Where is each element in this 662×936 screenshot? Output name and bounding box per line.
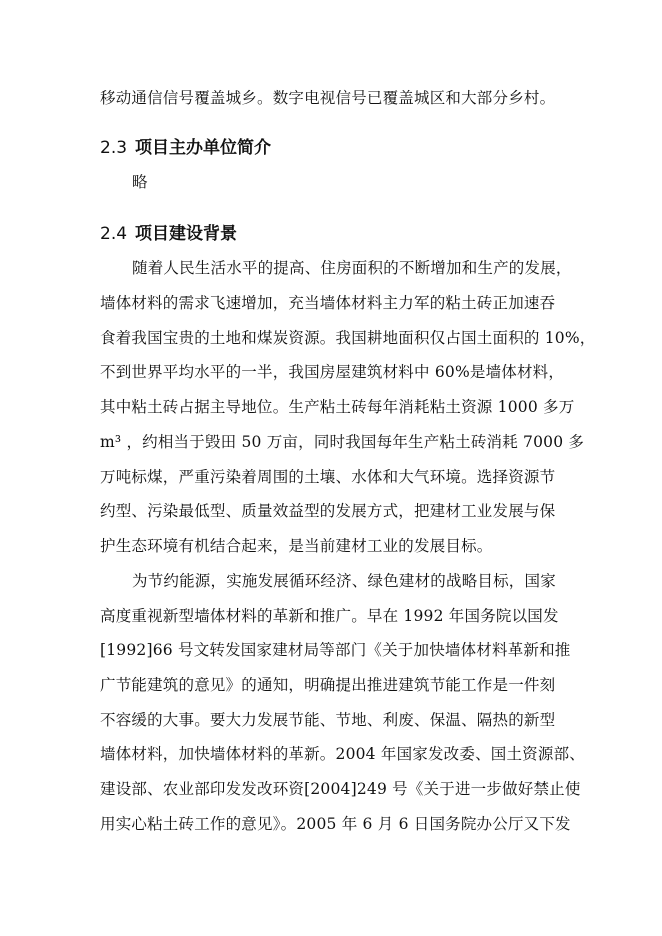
section-number: 2.4: [100, 224, 128, 244]
paragraph-line: 建设部、农业部印发发改环资[2004]249 号《关于进一步做好禁止使: [100, 780, 581, 798]
paragraph-line: 墙体材料的需求飞速增加，充当墙体材料主力军的粘土砖正加速吞: [100, 294, 556, 312]
section-title: 项目建设背景: [135, 224, 238, 244]
paragraph-line: 广节能建筑的意见》的通知，明确提出推进建筑节能工作是一件刻: [100, 676, 556, 694]
paragraph-line: m³ ，约相当于毁田 50 万亩，同时我国每年生产粘土砖消耗 7000 多: [100, 433, 585, 451]
paragraph-line: 其中粘土砖占据主导地位。生产粘土砖每年消耗粘土资源 1000 多万: [100, 398, 575, 416]
paragraph-line: 约型、污染最低型、质量效益型的发展方式，把建材工业发展与保: [100, 502, 556, 520]
paragraph-line: 移动通信信号覆盖城乡。数字电视信号已覆盖城区和大部分乡村。: [100, 89, 556, 107]
paragraph-line: 不容缓的大事。要大力发展节能、节地、利废、保温、隔热的新型: [100, 711, 556, 729]
section-heading-2-3: [100, 137, 271, 159]
paragraph-line: 用实心粘土砖工作的意见》。2005 年 6 月 6 日国务院办公厅又下发: [100, 815, 571, 833]
paragraph-line: 为节约能源，实施发展循环经济、绿色建材的战略目标，国家: [132, 572, 556, 590]
paragraph-line: 高度重视新型墙体材料的革新和推广。早在 1992 年国务院以国发: [100, 607, 559, 625]
section-body: 略: [132, 173, 148, 191]
section-title: 项目主办单位简介: [135, 138, 272, 158]
paragraph-line: 护生态环境有机结合起来，是当前建材工业的发展目标。: [100, 537, 493, 555]
section-number: 2.3: [100, 138, 128, 158]
paragraph-line: 随着人民生活水平的提高、住房面积的不断增加和生产的发展，: [132, 259, 572, 277]
section-heading-2-4: [100, 223, 237, 245]
paragraph-line: 墙体材料，加快墙体材料的革新。2004 年国家发改委、国土资源部、: [100, 745, 585, 763]
paragraph-line: 食着我国宝贵的土地和煤炭资源。我国耕地面积仅占国土面积的 10%，: [100, 329, 596, 347]
paragraph-line: 不到世界平均水平的一半，我国房屋建筑材料中 60%是墙体材料，: [100, 363, 565, 381]
paragraph-line: 万吨标煤，严重污染着周围的土壤、水体和大气环境。选择资源节: [100, 468, 556, 486]
paragraph-line: [1992]66 号文转发国家建材局等部门《关于加快墙体材料革新和推: [100, 641, 571, 659]
